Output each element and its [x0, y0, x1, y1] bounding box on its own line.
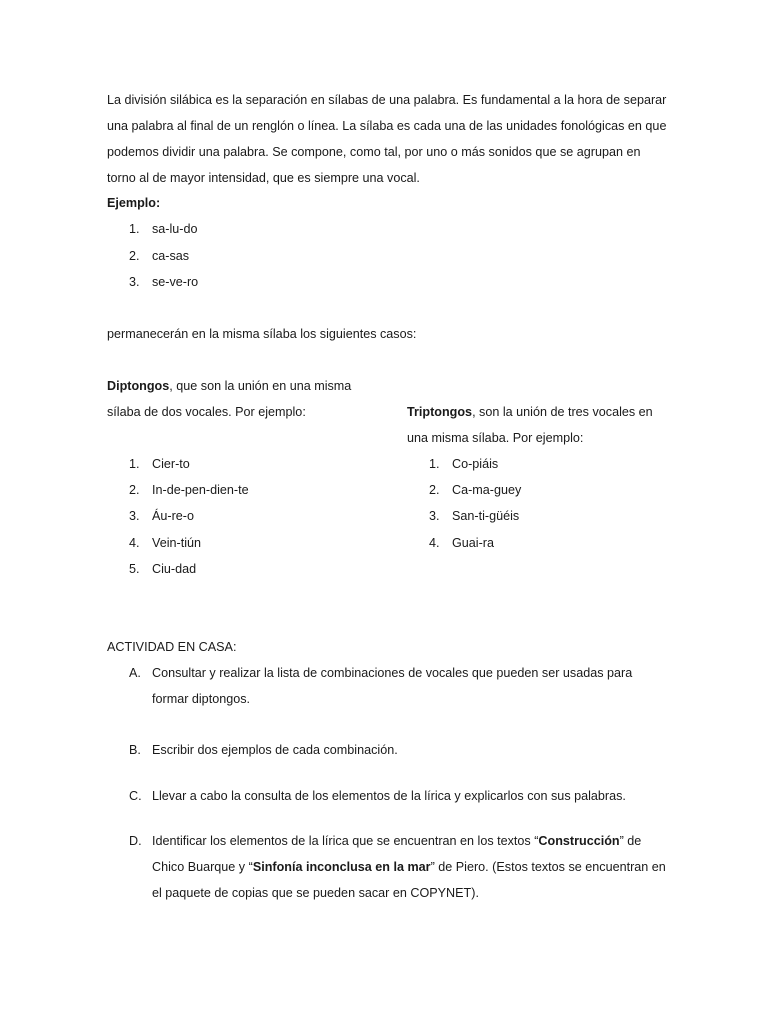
activity-marker-b: B.: [129, 743, 141, 757]
triptongos-item: Ca-ma-guey: [452, 483, 522, 497]
triptongos-term: Triptongos: [407, 405, 473, 419]
activity-d-text: ” de: [619, 834, 642, 848]
diptongos-definition-line-1: [107, 379, 351, 393]
example-number: 1.: [129, 222, 140, 236]
diptongos-item: Ciu-dad: [152, 562, 197, 576]
diptongos-item: Cier-to: [152, 457, 190, 471]
example-item: sa-lu-do: [152, 222, 198, 236]
triptongos-definition-line-1: [407, 405, 653, 419]
diptongos-definition-line-2: sílaba de dos vocales. Por ejemplo:: [107, 405, 306, 419]
activity-d-line-2: [152, 860, 666, 874]
example-heading: Ejemplo:: [107, 196, 161, 210]
intro-line-1: La división silábica es la separación en sílabas de una palabra. Es fundamental a la hora de separar: [107, 93, 667, 107]
intro-line-2: una palabra al final de un renglón o línea. La sílaba es cada una de las unidades fonológicas en que: [107, 119, 667, 133]
activity-d-text: ” de Piero. (Estos textos se encuentran en: [430, 860, 666, 874]
example-item: se-ve-ro: [152, 275, 199, 289]
triptongos-definition-text: , son la unión de tres vocales en: [472, 405, 653, 419]
intro-line-4: torno al de mayor intensidad, que es siempre una vocal.: [107, 171, 420, 185]
activity-d-text: Chico Buarque y “: [152, 860, 253, 874]
activity-d-text: Identificar los elementos de la lírica que se encuentran en los textos “: [152, 834, 539, 848]
triptongos-number: 1.: [429, 457, 440, 471]
diptongos-term: Diptongos: [107, 379, 170, 393]
example-item: ca-sas: [152, 249, 190, 263]
triptongos-item: Guai-ra: [452, 536, 494, 550]
diptongos-definition-text: , que son la unión en una misma: [169, 379, 352, 393]
activity-d-line-1: [152, 834, 641, 848]
diptongos-number: 3.: [129, 509, 140, 523]
diptongos-item: Áu-re-o: [152, 509, 194, 523]
activity-d-line-3: el paquete de copias que se pueden sacar en COPYNET).: [152, 886, 479, 900]
triptongos-number: 3.: [429, 509, 440, 523]
activity-b-line-1: Escribir dos ejemplos de cada combinación.: [152, 743, 398, 757]
activity-marker-c: C.: [129, 789, 142, 803]
activity-marker-a: A.: [129, 666, 141, 680]
diptongos-number: 1.: [129, 457, 140, 471]
title-sinfonia: Sinfonía inconclusa en la mar: [252, 860, 431, 874]
triptongos-definition-line-2: una misma sílaba. Por ejemplo:: [407, 431, 584, 445]
activity-heading: ACTIVIDAD EN CASA:: [107, 640, 237, 654]
example-number: 2.: [129, 249, 140, 263]
triptongos-item: Co-piáis: [452, 457, 499, 471]
activity-a-line-1: Consultar y realizar la lista de combinaciones de vocales que pueden ser usadas para: [152, 666, 633, 680]
triptongos-number: 4.: [429, 536, 440, 550]
activity-c-line-1: Llevar a cabo la consulta de los elementos de la lírica y explicarlos con sus palabras.: [152, 789, 626, 803]
example-number: 3.: [129, 275, 140, 289]
diptongos-number: 2.: [129, 483, 140, 497]
triptongos-item: San-ti-güéis: [452, 509, 520, 523]
title-construccion: Construcción: [538, 834, 620, 848]
diptongos-number: 4.: [129, 536, 140, 550]
intro-line-3: podemos dividir una palabra. Se compone, como tal, por uno o más sonidos que se agrupan en: [107, 145, 641, 159]
diptongos-item: Vein-tiún: [152, 536, 202, 550]
triptongos-number: 2.: [429, 483, 440, 497]
activity-marker-d: D.: [129, 834, 142, 848]
diptongos-number: 5.: [129, 562, 140, 576]
cases-intro: permanecerán en la misma sílaba los siguientes casos:: [107, 327, 417, 341]
activity-a-line-2: formar diptongos.: [152, 692, 251, 706]
diptongos-item: In-de-pen-dien-te: [152, 483, 249, 497]
